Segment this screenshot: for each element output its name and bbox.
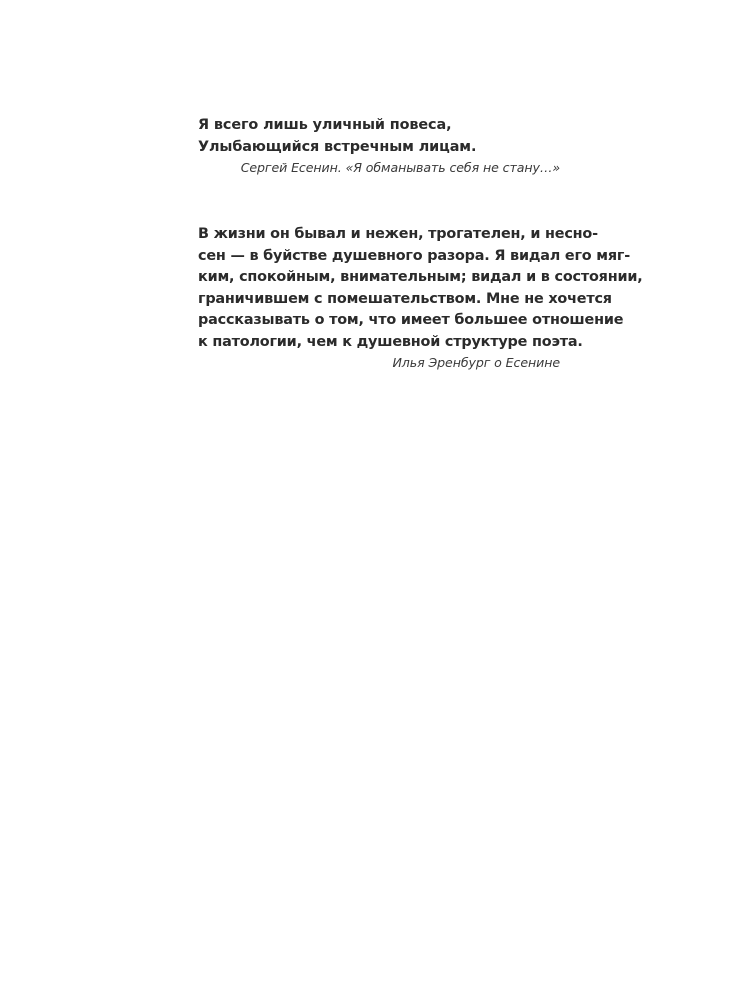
epigraph-attribution: Илья Эренбург о Есенине xyxy=(392,355,560,370)
verse-line: Я всего лишь уличный повеса, xyxy=(198,117,452,133)
epigraph-yesenin xyxy=(198,114,560,178)
epigraph-attribution: Сергей Есенин. «Я обманывать себя не стану…» xyxy=(240,160,560,175)
verse-line: Улыбающийся встречным лицам. xyxy=(198,139,477,155)
quote-line: рассказывать о том, что имеет большее отношение xyxy=(198,312,624,328)
quote-line: В жизни он бывал и нежен, трогателен, и несно- xyxy=(198,226,598,242)
quote-text xyxy=(198,224,643,353)
quote-line: ким, спокойным, внимательным; видал и в состоянии, xyxy=(198,269,643,285)
quote-line: сен — в буйстве душевного разора. Я видал его мяг- xyxy=(198,247,630,264)
quote-line: граничившем с помешательством. Мне не хочется xyxy=(198,290,612,307)
epigraph-ehrenburg xyxy=(198,224,643,373)
quote-line: к патологии, чем к душевной структуре поэта. xyxy=(198,333,583,350)
